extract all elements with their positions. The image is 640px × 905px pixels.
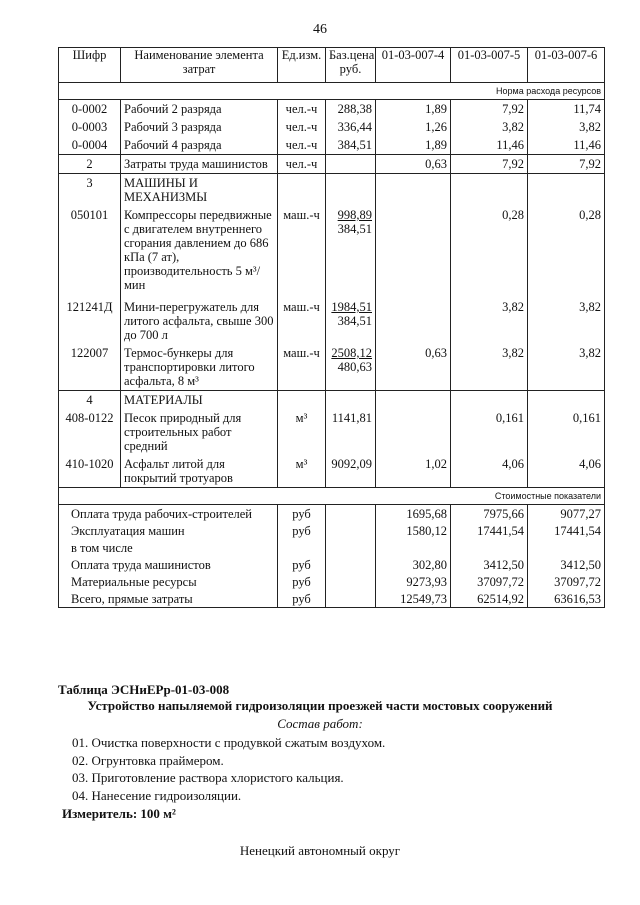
value-cell: 9273,93 <box>376 573 451 590</box>
table-cell <box>278 391 326 410</box>
total-name: в том числе <box>59 539 278 556</box>
page-number: 46 <box>313 22 327 37</box>
value-cell: 3,82 <box>528 118 605 136</box>
cost-band-label: Стоимостные показатели <box>59 488 605 505</box>
footer-region: Ненецкий автономный округ <box>239 843 401 858</box>
value-cell: 7,92 <box>451 155 528 174</box>
price-secondary: 384,51 <box>337 222 372 236</box>
price-secondary: 384,51 <box>337 314 372 328</box>
table-cell <box>278 174 326 207</box>
total-row <box>59 556 605 573</box>
value-cell: 7,92 <box>451 100 528 119</box>
unit-cell: руб <box>278 505 326 523</box>
name-cell: Песок природный для строительных работ средний <box>121 409 278 455</box>
price-cell: 1141,81 <box>326 409 376 455</box>
total-name: Оплата труда рабочих-строителей <box>59 505 278 523</box>
price-secondary: 480,63 <box>337 360 372 374</box>
table-header-row <box>59 48 605 83</box>
value-cell: 0,28 <box>528 206 605 298</box>
value-cell: 17441,54 <box>451 522 528 539</box>
price-primary: 1984,51 <box>331 300 372 314</box>
value-cell: 4,06 <box>528 455 605 488</box>
unit-cell: руб <box>278 556 326 573</box>
total-name: Материальные ресурсы <box>59 573 278 590</box>
section-materials <box>59 391 605 410</box>
code-cell: 121241Д <box>59 298 121 344</box>
value-cell: 302,80 <box>376 556 451 573</box>
total-name: Всего, прямые затраты <box>59 590 278 608</box>
value-cell: 12549,73 <box>376 590 451 608</box>
price-cell <box>326 556 376 573</box>
table-cell <box>451 391 528 410</box>
price-cell <box>326 573 376 590</box>
code-cell: 2 <box>59 155 121 174</box>
value-cell: 3,82 <box>528 298 605 344</box>
price-cell <box>326 505 376 523</box>
price-cell <box>326 155 376 174</box>
name-cell: Компрессоры передвижные с двигателем внутреннего сгорания давлением до 686 кПа (7 ат), производительность 5 м³/мин <box>121 206 278 298</box>
value-cell: 9077,27 <box>528 505 605 523</box>
value-cell <box>376 409 451 455</box>
unit-cell <box>278 539 326 556</box>
value-cell: 7,92 <box>528 155 605 174</box>
code-cell: 122007 <box>59 344 121 391</box>
name-cell: Рабочий 4 разряда <box>121 136 278 155</box>
unit-cell: руб <box>278 573 326 590</box>
table-cell <box>376 391 451 410</box>
unit-cell: м³ <box>278 409 326 455</box>
unit-cell: чел.-ч <box>278 118 326 136</box>
value-cell: 3,82 <box>451 118 528 136</box>
value-cell: 0,63 <box>376 344 451 391</box>
table-cell <box>326 391 376 410</box>
value-cell: 17441,54 <box>528 522 605 539</box>
header-col3: 01-03-007-6 <box>528 48 605 83</box>
unit-cell: м³ <box>278 455 326 488</box>
resource-table <box>58 47 605 608</box>
code-cell: 410-1020 <box>59 455 121 488</box>
norm-band <box>59 83 605 100</box>
value-cell: 3,82 <box>528 344 605 391</box>
price-cell: 9092,09 <box>326 455 376 488</box>
header-base-price: Баз.цена руб. <box>326 48 376 83</box>
material-row <box>59 409 605 455</box>
work-item: 01. Очистка поверхности с продувкой сжатым воздухом. <box>72 735 386 750</box>
machinists-row <box>59 155 605 174</box>
value-cell <box>376 298 451 344</box>
total-row <box>59 573 605 590</box>
value-cell: 1,26 <box>376 118 451 136</box>
value-cell: 1695,68 <box>376 505 451 523</box>
value-cell: 7975,66 <box>451 505 528 523</box>
norm-band-label: Норма расхода ресурсов <box>59 83 605 100</box>
value-cell <box>376 539 451 556</box>
unit-cell: чел.-ч <box>278 155 326 174</box>
work-item: 04. Нанесение гидроизоляции. <box>72 788 242 803</box>
table-cell <box>451 174 528 207</box>
unit-cell: маш.-ч <box>278 344 326 391</box>
total-name: Эксплуатация машин <box>59 522 278 539</box>
price-cell <box>326 298 376 344</box>
value-cell: 11,46 <box>451 136 528 155</box>
unit-cell: руб <box>278 522 326 539</box>
name-cell: Затраты труда машинистов <box>121 155 278 174</box>
value-cell <box>528 539 605 556</box>
work-item: 03. Приготовление раствора хлористого кальция. <box>72 770 344 785</box>
total-row <box>59 590 605 608</box>
value-cell <box>451 539 528 556</box>
code-cell: 050101 <box>59 206 121 298</box>
section-code: 4 <box>59 391 121 410</box>
value-cell: 1,89 <box>376 100 451 119</box>
header-code: Шифр <box>59 48 121 83</box>
value-cell: 1580,12 <box>376 522 451 539</box>
value-cell: 0,161 <box>451 409 528 455</box>
section-title: МАШИНЫ И МЕХАНИЗМЫ <box>121 174 278 207</box>
value-cell: 0,28 <box>451 206 528 298</box>
price-cell <box>326 344 376 391</box>
section-machines <box>59 174 605 207</box>
worker-row <box>59 100 605 119</box>
name-cell: Асфальт литой для покрытий тротуаров <box>121 455 278 488</box>
code-cell: 0-0003 <box>59 118 121 136</box>
value-cell: 11,46 <box>528 136 605 155</box>
worker-row <box>59 118 605 136</box>
total-row <box>59 522 605 539</box>
value-cell: 0,161 <box>528 409 605 455</box>
total-row <box>59 505 605 523</box>
value-cell: 62514,92 <box>451 590 528 608</box>
unit-cell: маш.-ч <box>278 206 326 298</box>
name-cell: Рабочий 3 разряда <box>121 118 278 136</box>
total-name: Оплата труда машинистов <box>59 556 278 573</box>
value-cell <box>376 206 451 298</box>
name-cell: Рабочий 2 разряда <box>121 100 278 119</box>
value-cell: 3412,50 <box>528 556 605 573</box>
cost-band <box>59 488 605 505</box>
section-title: МАТЕРИАЛЫ <box>121 391 278 410</box>
unit-cell: чел.-ч <box>278 136 326 155</box>
table-cell <box>528 391 605 410</box>
price-cell <box>326 590 376 608</box>
price-cell <box>326 206 376 298</box>
total-row <box>59 539 605 556</box>
header-col1: 01-03-007-4 <box>376 48 451 83</box>
header-col2: 01-03-007-5 <box>451 48 528 83</box>
table-cell <box>528 174 605 207</box>
value-cell: 0,63 <box>376 155 451 174</box>
value-cell: 37097,72 <box>451 573 528 590</box>
value-cell: 11,74 <box>528 100 605 119</box>
code-cell: 408-0122 <box>59 409 121 455</box>
code-cell: 0-0004 <box>59 136 121 155</box>
price-primary: 2508,12 <box>331 346 372 360</box>
subtitle: Устройство напыляемой гидроизоляции проезжей части мостовых сооружений <box>87 698 553 713</box>
value-cell: 63616,53 <box>528 590 605 608</box>
table-body <box>59 83 605 608</box>
price-cell <box>326 539 376 556</box>
unit-cell: маш.-ч <box>278 298 326 344</box>
machine-row <box>59 298 605 344</box>
code-cell: 0-0002 <box>59 100 121 119</box>
value-cell: 1,02 <box>376 455 451 488</box>
unit-cell: руб <box>278 590 326 608</box>
price-cell: 336,44 <box>326 118 376 136</box>
header-name: Наименование элемента затрат <box>121 48 278 83</box>
name-cell: Мини-перегружатель для литого асфальта, свыше 300 до 700 л <box>121 298 278 344</box>
price-cell: 288,38 <box>326 100 376 119</box>
header-unit: Ед.изм. <box>278 48 326 83</box>
value-cell: 3,82 <box>451 344 528 391</box>
section-code: 3 <box>59 174 121 207</box>
value-cell: 3412,50 <box>451 556 528 573</box>
machine-row <box>59 206 605 298</box>
machine-row <box>59 344 605 391</box>
price-primary: 998,89 <box>337 208 372 222</box>
material-row <box>59 455 605 488</box>
works-title: Состав работ: <box>277 716 363 731</box>
table-cell <box>326 174 376 207</box>
price-cell <box>326 522 376 539</box>
price-cell: 384,51 <box>326 136 376 155</box>
value-cell: 1,89 <box>376 136 451 155</box>
name-cell: Термос-бункеры для транспортировки литого асфальта, 8 м³ <box>121 344 278 391</box>
value-cell: 4,06 <box>451 455 528 488</box>
unit-cell: чел.-ч <box>278 100 326 119</box>
value-cell: 3,82 <box>451 298 528 344</box>
value-cell: 37097,72 <box>528 573 605 590</box>
table-cell <box>376 174 451 207</box>
worker-row <box>59 136 605 155</box>
work-item: 02. Огрунтовка праймером. <box>72 753 224 768</box>
measure: Измеритель: 100 м² <box>62 806 176 821</box>
table-title: Таблица ЭСНиЕРр-01-03-008 <box>58 682 230 697</box>
